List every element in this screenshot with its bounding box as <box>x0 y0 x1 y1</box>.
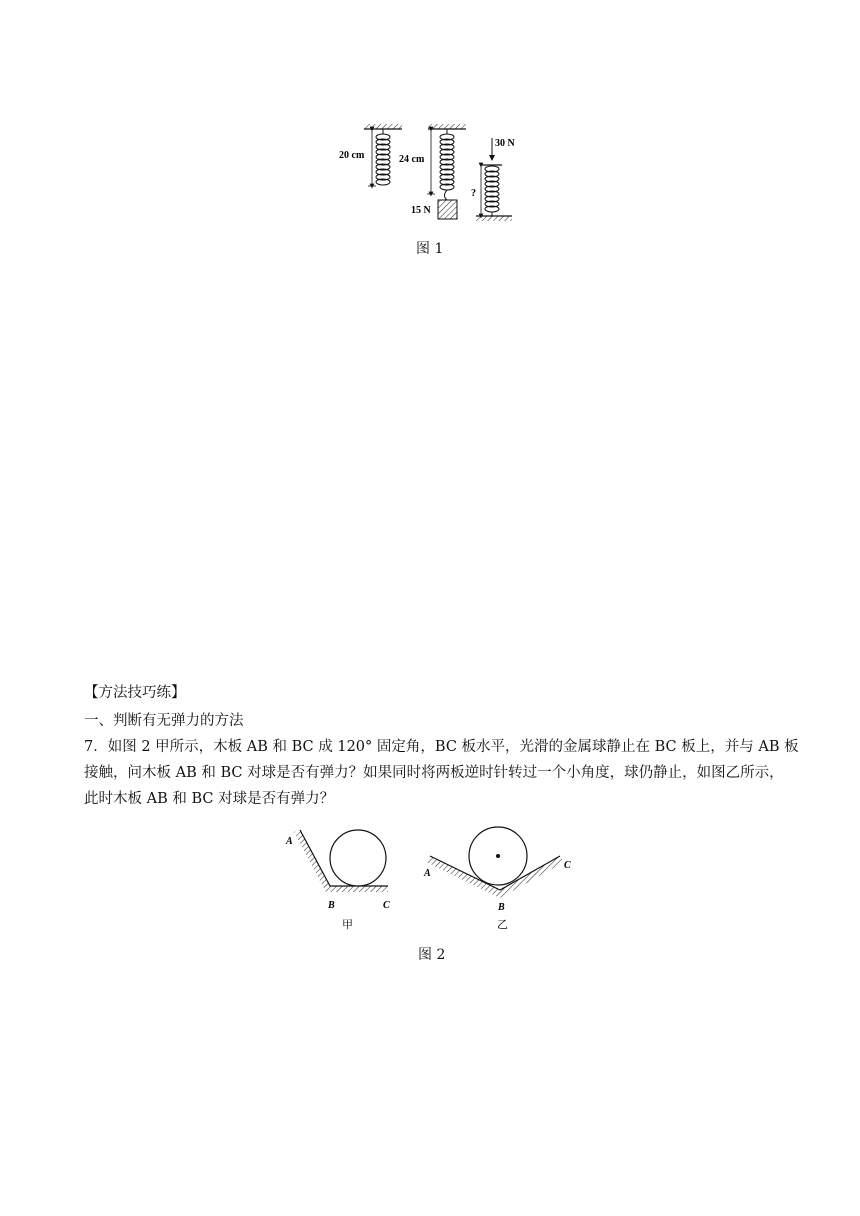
question-7-line-1: 7．如图 2 甲所示，木板 AB 和 BC 成 120° 固定角，BC 板水平，光滑的金属球静止在 BC 板上，并与 AB 板 <box>84 739 799 755</box>
label-15n: 15 N <box>411 205 431 216</box>
question-7-line-3: 此时木板 AB 和 BC 对球是否有弹力？ <box>84 791 335 807</box>
fig2-left-a: A <box>286 836 293 847</box>
label-question: ? <box>471 188 476 199</box>
label-24cm: 24 cm <box>399 154 425 165</box>
figure-1-caption: 图 1 <box>416 241 444 257</box>
label-20cm: 20 cm <box>339 150 365 161</box>
figure-2-right <box>426 827 564 898</box>
spring-3 <box>476 138 512 221</box>
section-subheading: 一、判断有无弹力的方法 <box>84 713 244 729</box>
fig2-left-b: B <box>328 900 335 911</box>
figure-1-springs <box>330 118 530 228</box>
question-7-line-2: 接触，问木板 AB 和 BC 对球是否有弹力？如果同时将两板逆时针转过一个小角度，球仍静止，如图乙所示， <box>84 765 784 781</box>
question-7 <box>84 734 799 812</box>
spring-1 <box>364 124 402 186</box>
spring-2 <box>427 124 466 219</box>
figure-2-caption: 图 2 <box>418 947 446 963</box>
fig2-left-c: C <box>383 900 390 911</box>
fig2-left-sublabel: 甲 <box>342 919 353 931</box>
fig2-right-b: B <box>498 902 505 913</box>
section-heading: 【方法技巧练】 <box>84 685 186 701</box>
label-30n: 30 N <box>495 138 515 149</box>
figure-2-ball-boards <box>280 818 600 936</box>
fig2-right-a: A <box>424 868 431 879</box>
figure-2-left <box>294 830 388 892</box>
fig2-right-c: C <box>564 860 571 871</box>
fig2-right-sublabel: 乙 <box>497 919 508 931</box>
